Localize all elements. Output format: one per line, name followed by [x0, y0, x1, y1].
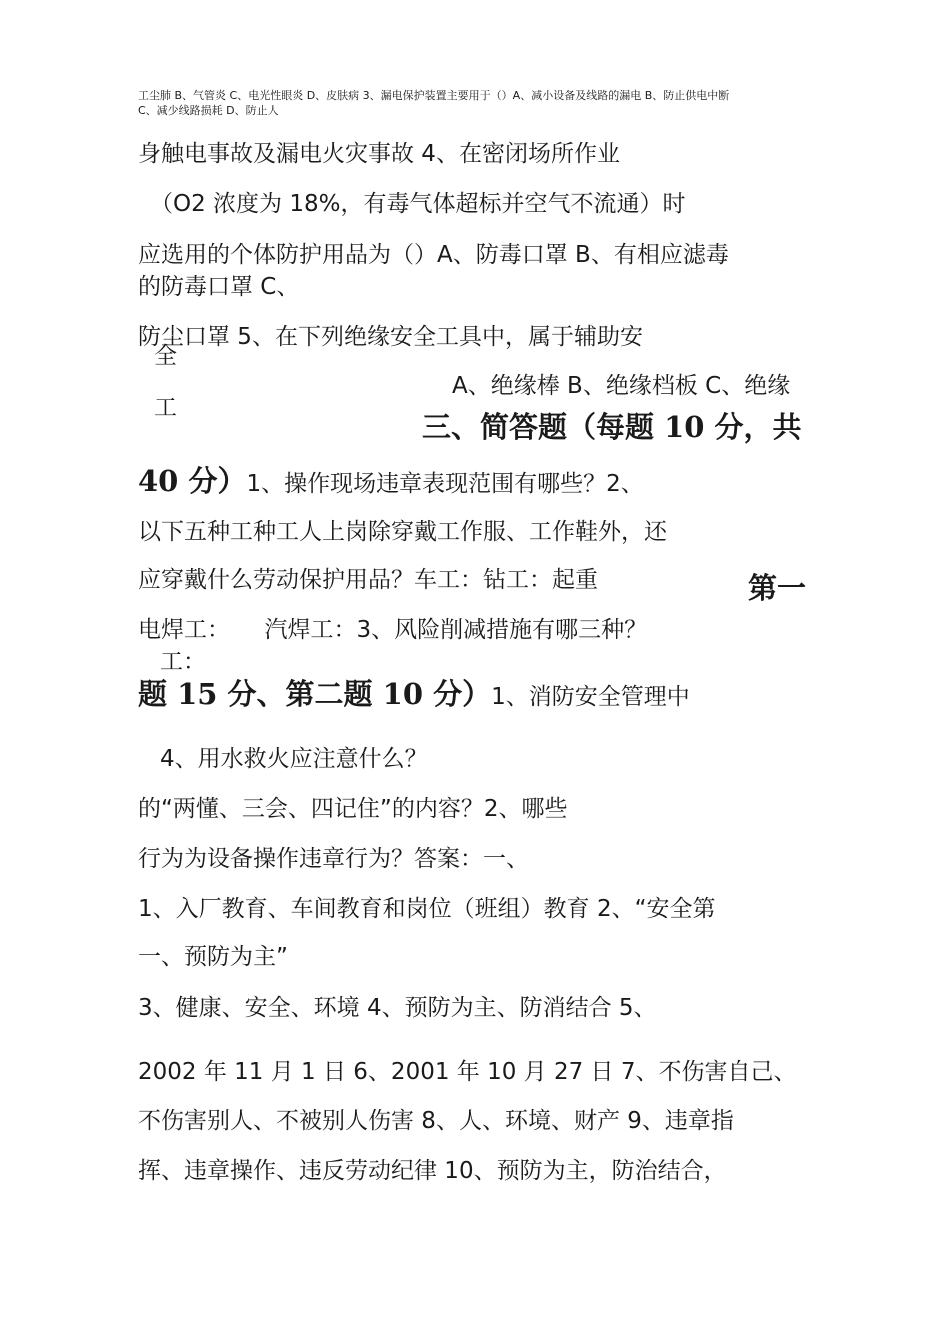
text-line-rest: 1、操作现场违章表现范围有哪些？2、: [246, 471, 644, 497]
text-line: 以下五种工种工人上岗除穿戴工作服、工作鞋外，还: [138, 519, 667, 545]
text-line: （O2 浓度为 18%，有毒气体超标并空气不流通）时: [150, 191, 686, 217]
text-line: [138, 464, 644, 498]
text-line: 挥、违章操作、违反劳动纪律 10、预防为主，防治结合，: [138, 1158, 727, 1184]
side-character: 工：: [160, 649, 206, 675]
header-line-1: 工尘肺 B、气管炎 C、电光性眼炎 D、皮肤病 3、漏电保护装置主要用于（）A、减小设备及线路的漏电 B、防止供电中断: [138, 89, 730, 102]
text-line: 应穿戴什么劳动保护用品？车工：钻工：起重: [138, 567, 598, 593]
text-line: 电焊工： 汽焊工：3、风险削减措施有哪三种？: [138, 617, 648, 643]
text-line: 一、预防为主”: [138, 944, 288, 970]
text-line: 防尘口罩 5、在下列绝缘安全工具中，属于辅助安: [138, 324, 643, 350]
text-line: 的“两懂、三会、四记住”的内容？2、哪些: [138, 796, 568, 822]
section-heading: 三、简答题（每题 10 分，共: [422, 410, 802, 444]
side-character: 工: [154, 395, 177, 421]
section-heading-continued: 题 15 分、第二题 10 分）: [138, 677, 492, 711]
text-line: [138, 677, 690, 711]
text-line-rest: 1、消防安全管理中: [491, 684, 690, 710]
section-heading: 第一: [748, 571, 807, 605]
text-line: 3、健康、安全、环境 4、预防为主、防消结合 5、: [138, 995, 657, 1021]
text-line: 应选用的个体防护用品为（）A、防毒口罩 B、有相应滤毒: [138, 242, 729, 268]
text-line: 身触电事故及漏电火灾事故 4、在密闭场所作业: [138, 141, 620, 167]
text-line: 2002 年 11 月 1 日 6、2001 年 10 月 27 日 7、不伤害自己、: [138, 1059, 797, 1085]
header-line-2: C、减少线路损耗 D、防止人: [138, 104, 279, 117]
text-line: 不伤害别人、不被别人伤害 8、人、环境、财产 9、违章指: [138, 1108, 734, 1134]
text-line: 4、用水救火应注意什么？: [160, 746, 428, 772]
text-line: A、绝缘棒 B、绝缘档板 C、绝缘: [452, 373, 791, 399]
side-character: 全: [154, 343, 177, 369]
text-line: 的防毒口罩 C、: [138, 274, 300, 300]
section-heading-continued: 40 分）: [138, 464, 247, 498]
text-line: 1、入厂教育、车间教育和岗位（班组）教育 2、“安全第: [138, 896, 716, 922]
text-line: 行为为设备操作违章行为？答案：一、: [138, 846, 529, 872]
